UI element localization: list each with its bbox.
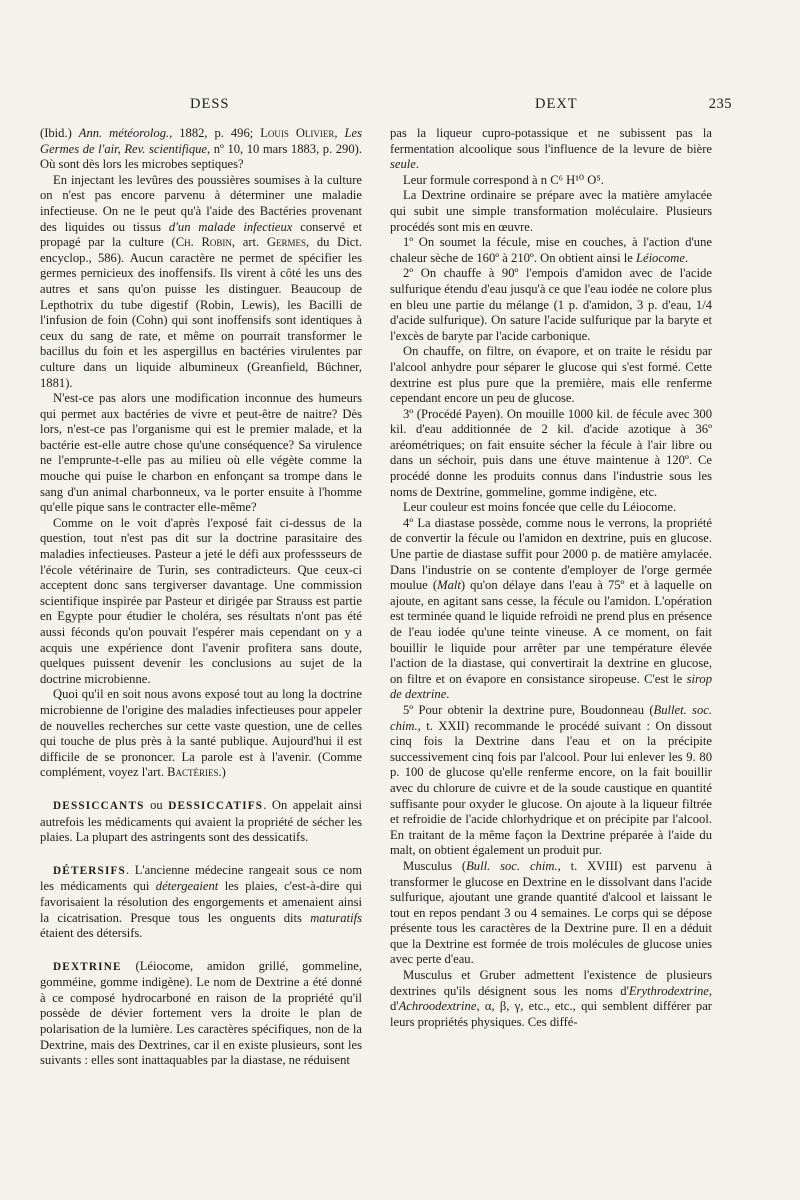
paragraph: 2º On chauffe à 90º l'empois d'amidon avec de l'acide sulfurique étendu d'eau jusqu'à ce que l'eau iodée ne colore plus en bleu une partie du mélange (1 p. d'amidon, 3 p. d'eau, 1/4 d'acide sulfurique). On sature l'acide sulfurique par la baryte et l'excès de baryte par l'acide carbonique. (390, 266, 712, 343)
paragraph: La Dextrine ordinaire se prépare avec la matière amylacée qui subit une simple transformation moléculaire. Plusieurs procédés sont mis en œuvre. (390, 188, 712, 234)
entry-detersifs: DÉTERSIFS. L'ancienne médecine rangeait sous ce nom les médicaments qui détergeaient les plaies, c'est-à-dire qui favorisaient la résolution des engorgements et amenaient ainsi la cicatrisation. Presque tous les onguents dits maturatifs étaient des détersifs. (40, 862, 362, 941)
paragraph: 5º Pour obtenir la dextrine pure, Boudonneau (Bullet. soc. chim., t. XXII) recommande le procédé suivant : On dissout cinq fois la Dextrine dans l'eau et on la précipite successivement cinq fois par l'alcool. Pour lui enlever les 9. 80 p. 100 de glucose qu'elle renferme encore, on la fait bouillir avec du chlorure de cuivre et de la soude caustique en quantité suffisante pour oxyder le glucose. On ajoute à la liqueur filtrée et refroidie de l'acide chlorhydrique et on précipite par l'alcool. En traitant de la même façon la Dextrine préparée à l'aide du malt, on obtient également un produit pur. (390, 702, 712, 858)
paragraph: Leur formule correspond à n C⁶ H¹⁰ O⁵. (403, 172, 604, 187)
paragraph: Comme on le voit d'après l'exposé fait ci-dessus de la question, tout n'est pas dit sur la doctrine parasitaire des maladies infectieuses. Pasteur a jeté le défi aux professseurs de l'école vétérinaire de Turin, ses contradicteurs. Que ceux-ci acceptent donc sans tergiverser davantage. Une commission scientifique inspirée par Pasteur et dirigée par Strauss est partie en Egypte pour étudier le choléra, ses résultats n'ont pas été aussi féconds qu'on pouvait l'espérer mais cependant on y a acquis une expérience dont l'avenir profitera sans doute, quelques puissent devenir les conclusions au sujet de la doctrine microbienne. (40, 515, 362, 686)
left-column (40, 126, 362, 1069)
paragraph: (Ibid.) Ann. météorolog., 1882, p. 496; Louis Olivier, Les Germes de l'air, Rev. scientifique, nº 10, 10 mars 1883, p. 290). Où sont dès lors les microbes septiques? (40, 126, 362, 172)
headword: DEXTRINE (53, 960, 122, 973)
headword: DESSICCATIFS (168, 799, 264, 812)
paragraph: N'est-ce pas alors une modification inconnue des humeurs qui permet aux bactéries de vivre et peut-être de naitre? Dès lors, n'est-ce pas l'organisme qui est le premier malade, et la bactérie est-elle autre chose qu'une conséquence? Sa virulence ne l'emprunte-t-elle pas au milieu où elle végète comme la mouche qui puise le charbon en enfonçant sa trompe dans le sang d'un animal charbonneux, va le porter ensuite à l'homme qu'elle pique sans le contracter elle-même? (40, 391, 362, 515)
paragraph: Quoi qu'il en soit nous avons exposé tout au long la doctrine microbienne de l'origine des maladies infectieuses pour appeler de nouvelles recherches sur cette vaste question, une de celles qui touche de plus près à la santé publique. Aujourd'hui il est difficile de se prononcer. La parole est à l'avenir. (Comme complément, voyez l'art. Bactéries.) (40, 687, 362, 780)
paragraph: 4º La diastase possède, comme nous le verrons, la propriété de convertir la fécule ou l'amidon en dextrine, puis en glucose. Une partie de diastase suffit pour 2000 p. de matière amylacée. Dans l'industrie on se contente d'employer de l'orge germée moulue (Malt) qu'on délaye dans l'eau à 75º et à laquelle on ajoute, en agitant sans cesse, la fécule ou l'amidon. L'opération est terminée quand le liquide refroidi ne prend plus en présence de l'eau iodée qu'une teinte vineuse. A ce moment, on fait bouillir le liquide pour arrêter par une température élevée l'action de la diastase, qui convertirait la dextrine en glucose, on filtre et on évapore en consistance siropeuse. C'est le sirop de dextrine. (390, 515, 712, 702)
paragraph: En injectant les levûres des poussières soumises à la culture on n'est pas encore parvenu à déterminer une maladie infectieuse. On ne le peut qu'à l'aide des Bactéries provenant des liquides ou tissus d'un malade infectieux conservé et propagé par la culture (Ch. Robin, art. Germes, du Dict. encyclop., 586). Aucun caractère ne permet de spécifier les germes pernicieux des inoffensifs. Ils virent à côté les uns des autres et sans qu'on puisse les distinguer. Beaucoup de Lepthotrix du tube digestif (Robin, Lewis), les Bacilli de l'infusion de foin (Cohn) qui sont inoffensifs sont identiques à ceux du sang de rate, et même on pourrait transformer le bacillus du foin et les aspergillus en bactéries virulentes par culture dans un liquide albumineux (Greanfield, Büchner, 1881). (40, 172, 363, 390)
header-left-guide-word: DESS (190, 96, 230, 112)
entry-dextrine: DEXTRINE (Léiocome, amidon grillé, gommeline, gomméine, gomme indigène). Le nom de Dextrine a été donné à ce composé hydrocarboné en raison de la propriété qu'il possède de dévier fortement vers la droite le plan de polarisation de la lumière. Les caractères spécifiques, non de la Dextrine, mais des Dextrines, car il en existe plusieurs, sont les suivants : elles sont inattaquables par la diastase, ne réduisent (40, 958, 362, 1068)
paragraph: 3º (Procédé Payen). On mouille 1000 kil. de fécule avec 300 kil. d'eau additionnée de 2 kil. d'acide azotique à 36º aréométriques; on fait ensuite sécher la fécule à l'air libre ou dans un séchoir, puis dans une étuve maintenue à 120º. Ce procédé donne les produits connus dans l'industrie sous les noms de Dextrine, gommeline, gomme indigène, etc. (390, 406, 712, 499)
headword: DESSICCANTS (53, 799, 145, 812)
paragraph: Musculus et Gruber admettent l'existence de plusieurs dextrines qu'ils désignent sous les noms d'Erythrodextrine, d'Achroodextrine, α, β, γ, etc., etc., qui semblent différer par leurs propriétés physiques. Ces diffé- (390, 968, 712, 1029)
right-column (390, 126, 712, 1069)
paragraph: Leur couleur est moins foncée que celle du Léiocome. (403, 500, 677, 515)
paragraph: Musculus (Bull. soc. chim., t. XVIII) est parvenu à transformer le glucose en Dextrine en le dissolvant dans l'acide sulfurique, ajoutant une grande quantité d'alcool et laissant le tout en repos pendant 3 ou 4 semaines. Le corps qui se dépose présente tous les caractères de la Dextrine pure. Il en a déduit que la Dextrine est formée de trois molécules de glucose unies avec perte d'eau. (390, 858, 712, 967)
running-header (40, 96, 732, 126)
paragraph: 1º On soumet la fécule, mise en couches, à l'action d'une chaleur sèche de 160º à 210º. On obtient ainsi le Léiocome. (390, 235, 712, 265)
page-number: 235 (708, 96, 732, 112)
header-right-guide-word: DEXT (535, 96, 578, 112)
headword: DÉTERSIFS (53, 864, 126, 877)
entry-dessiccants: DESSICCANTS ou DESSICCATIFS. On appelait ainsi autrefois les médicaments qui avaient la propriété de sécher les plaies. La plupart des astringents sont des dessicatifs. (40, 797, 362, 845)
paragraph: pas la liqueur cupro-potassique et ne subissent pas la fermentation alcoolique sous l'influence de la levure de bière seule. (390, 126, 712, 172)
paragraph: On chauffe, on filtre, on évapore, et on traite le résidu par l'alcool anhydre pour séparer le glucose qui s'est formé. Cette dextrine est plus pure que la première, mais elle renferme cependant encore un peu de glucose. (390, 344, 712, 406)
two-column-body (40, 126, 712, 1069)
